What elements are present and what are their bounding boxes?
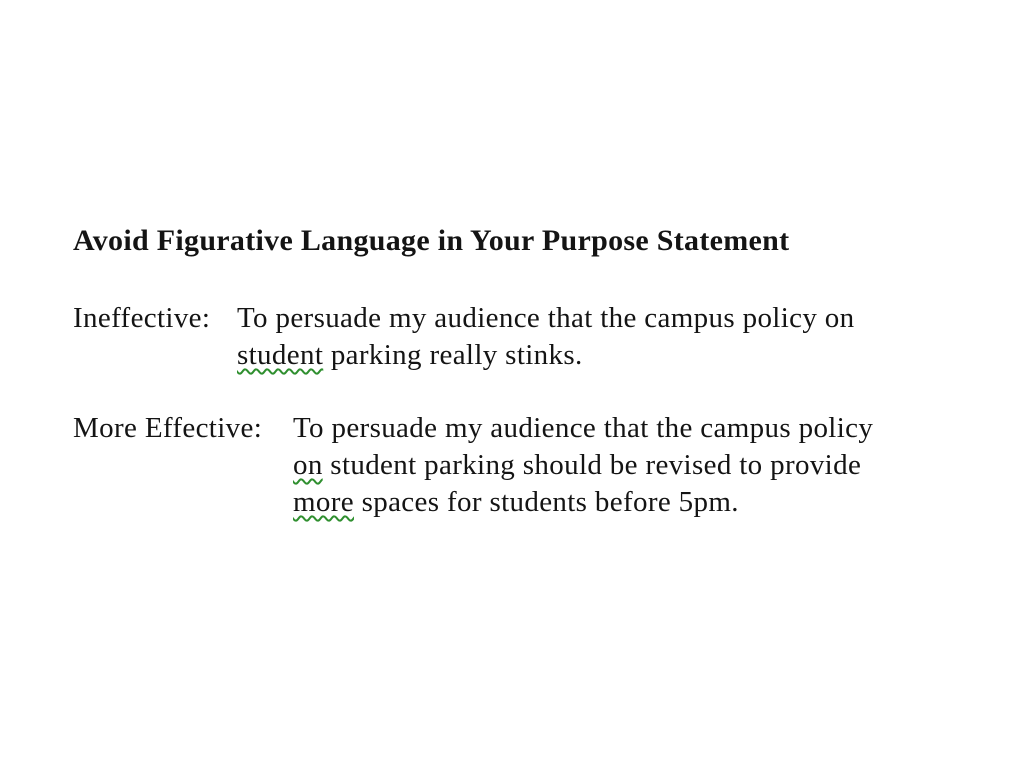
more-effective-label: More Effective: [73, 412, 263, 444]
ineffective-example-paragraph [73, 300, 854, 374]
more-effective-line3-rest: spaces for students before 5pm. [354, 486, 739, 518]
ineffective-line1: To persuade my audience that the campus policy on [237, 302, 855, 334]
more-effective-example-paragraph [73, 410, 873, 521]
grammar-flagged-word-student: student [237, 339, 324, 371]
ineffective-label: Ineffective: [73, 302, 211, 334]
grammar-flagged-word-more: more [293, 486, 354, 518]
more-effective-statement [293, 410, 873, 521]
more-effective-line2-rest: student parking should be revised to provide [322, 449, 862, 481]
more-effective-line1: To persuade my audience that the campus policy [293, 412, 874, 444]
grammar-flagged-word-on: on [293, 449, 323, 481]
ineffective-line2-rest: parking really stinks. [323, 339, 583, 371]
page-title: Avoid Figurative Language in Your Purpose Statement [73, 224, 790, 257]
ineffective-statement [237, 300, 854, 374]
